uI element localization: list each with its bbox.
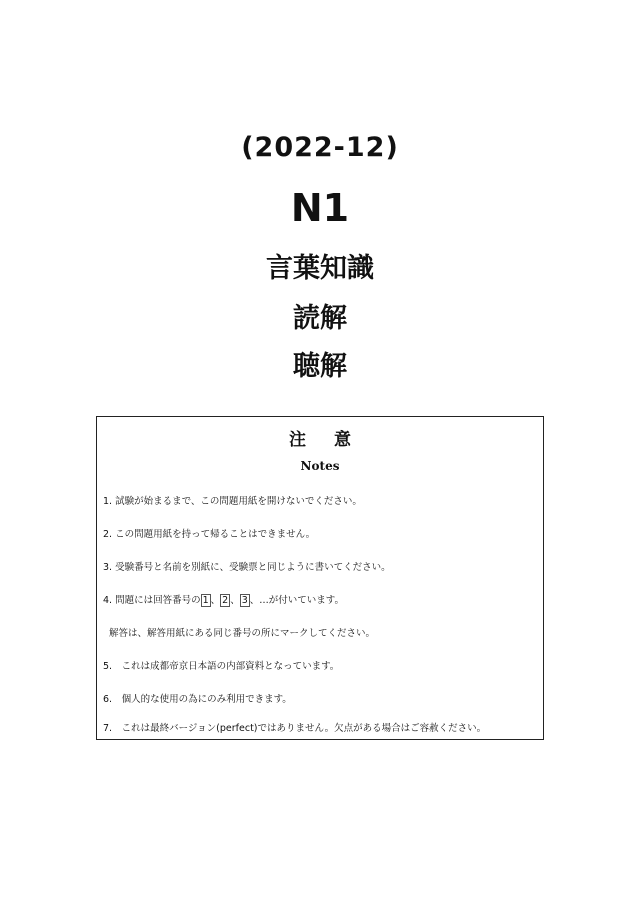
notes-box: [96, 416, 544, 740]
note-item-3: 3. 受験番号と名前を別紙に、受験票と同じように書いてください。: [103, 562, 391, 573]
note-item-4-suffix: 、…が付いています。: [249, 595, 345, 606]
section-title-vocabulary: 言葉知識: [266, 253, 374, 284]
section-title-reading: 読解: [293, 303, 347, 334]
note-item-4-sep1: 、: [210, 595, 221, 606]
note-item-7: 7. これは最終バージョン(perfect)ではありません。欠点がある場合はご容赦ください。: [103, 723, 487, 734]
exam-level: N1: [290, 186, 350, 230]
note-item-4-sep2: 、: [230, 595, 240, 606]
answer-number-3: 3: [241, 595, 248, 606]
exam-date: (2022-12): [241, 132, 399, 163]
section-title-listening: 聴解: [293, 351, 347, 382]
note-item-1: 1. 試験が始まるまで、この問題用紙を開けないでください。: [103, 496, 362, 507]
notes-title: 注意: [289, 430, 379, 450]
answer-number-2: 2: [222, 595, 229, 606]
note-item-4-prefix: 4. 問題には回答番号の: [103, 595, 201, 606]
note-item-5: 5. これは成都帝京日本語の内部資料となっています。: [103, 661, 340, 672]
note-item-4-detail: 解答は、解答用紙にある同じ番号の所にマークしてください。: [109, 628, 376, 639]
answer-number-1: 1: [202, 595, 209, 606]
note-item-2: 2. この問題用紙を持って帰ることはできません。: [103, 529, 316, 540]
note-item-4: [103, 592, 344, 607]
notes-subtitle: Notes: [300, 459, 340, 473]
note-item-6: 6. 個人的な使用の為にのみ利用できます。: [103, 694, 292, 705]
